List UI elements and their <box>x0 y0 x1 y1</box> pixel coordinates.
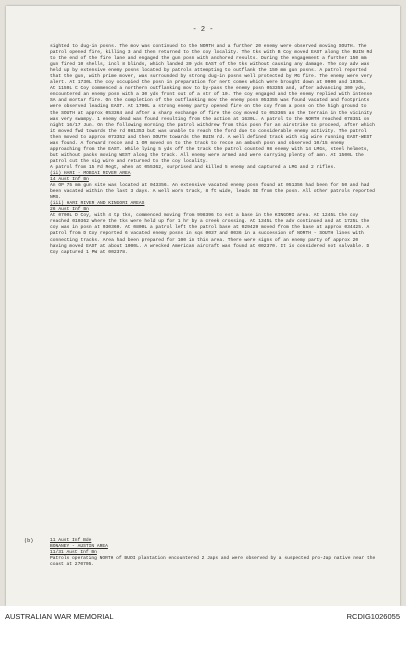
document-page <box>6 6 400 606</box>
paragraph: At 1150L C Coy commenced a northern outflanking mov to by-pass the enemy posn 053355 and, after advancing 300 yds, encountered an enemy posn with a 30 yds front out of a str of 10. The coy engaged and the enemy replied with intense SA and mortar fire. On the completion of the outflanking mov the enemy posn 053355 was found vacated and footprints were observed leading EAST. At 1700L a strong enemy party opened fire on the coy from a posn on the high ground to the SOUTH at approx 053364 and after a sharp exchange of fire the coy moved to 053365 as the terrain in the vicinity was very swampy. 1 enemy dead was found resulting from the action at 1630L. A patrol to the NORTH reached 078351 on night 16/17 Jun. On the following morning the patrol withdrew from this posn for an airstrike to proceed, after which it moved fwd towards the rd 081353 but was unable to reach the ford due to considerable enemy activity. The patrol then moved to approx 073352 and then SOUTH towards the BUIN rd. A well defined track with sig wire running EAST-WEST was found. A forward recce and 1 OR moved on to the track to recce an ambush posn and observed 10/15 enemy approaching from the EAST. While lying 5 yds off the track the patrol counted 98 enemy with 14 LMGs, steel helmets, but without packs moving WEST along the track. All enemy were armed and were carrying plenty of amn. At 1500L the patrol cut the sig wire and returned to the coy locality. <box>50 86 378 164</box>
institution-name: AUSTRALIAN WAR MEMORIAL <box>5 612 114 621</box>
unit-heading: 14 Aust Inf Bn <box>50 177 89 183</box>
section-b-label: (b) <box>24 538 34 544</box>
archive-footer <box>0 606 406 654</box>
document-body <box>50 44 376 256</box>
unit-heading: 26 Aust Inf Bn <box>50 207 89 213</box>
section-heading: (ii) HARI - MOBIAI RIVER AREA <box>50 170 131 176</box>
paragraph: sighted to dug-in posns. The mov was continued to the NORTH and a further 20 enemy were observed moving SOUTH. The patrol opened fire, killing 3 and then returned to the coy locality. The tks with B Coy moved EAST along the BUIN Rd to the end of the fire lane and engaged the gun posn with anchored results. During the engagement a further 150 mm gun fired 10 shells, incl 8 blinds, which landed 30 yds EAST of the tks without causing any damage. The coy adv was held up by extensive enemy posns located by patrols attempting to outflank the 150 mm gun posns. A patrol reported that the gun, with prime mover, was surrounded by strong dug-in posns well protected by MG fire. The enemy were very alert. At 1730L the coy occupied the posn in preparation for nert comes which were brought down at 0900 and 1930L. <box>50 44 375 86</box>
section-b-body <box>50 538 379 568</box>
section-b-heading-line: 11/31 Aust Inf Bn <box>50 550 97 556</box>
page-number: - 2 - <box>192 26 214 34</box>
record-id: RCDIG1026055 <box>346 612 400 621</box>
paragraph: A patrol from 15 Fd Regt, when at 055362, surprised and killed 5 enemy and captured a LMG and 2 rifles. <box>50 164 336 170</box>
section-b-heading-line: BONANEY - AUSTIN AREA <box>50 544 108 550</box>
section-heading: (iii) HARI RIVER AND KINGORI AREAS <box>50 201 145 207</box>
paragraph: An OP 75 mm gun site was located at 043356. An extensive vacated enemy posn found at 051356 had been for 50 and had been vacated within the last 3 days. A well worn track, 8 ft wide, leads SE from the posn. All other patrols reported NMS. <box>50 183 378 201</box>
paragraph: Patrols operating NORTH of BUOI plantation encountered 2 Japs and were observed by a suspected pro-Jap native near the coast at 270705. <box>50 556 379 568</box>
section-b-heading-line: 11 Aust Inf Bde <box>50 538 92 543</box>
paragraph: At 0700L D Coy, with 4 tp tks, commenced moving from 998396 to est a base in the KINGORI area. At 1245L the coy reached 010362 where the tks were held up for 1 hr by a creek crossing. At 1345L the adv continued and at 1725L the coy was in posn at 030360. At 0800L a patrol left the patrol base at 029429 moved from the base at approx 034425. A patrol from D Coy reported 6 vacated enemy posns in sqs 0037 and 0036 in a succession of NORTH - SOUTH lines with connecting tracks. Area had been prepared for 100 in this area. There were signs of an enemy party of approx 20 having moved EAST at about 1000L. A wrecked American aircraft was found at 002370. It is considered not salvable. D Coy captured 1 PW at 002378. <box>50 213 373 255</box>
